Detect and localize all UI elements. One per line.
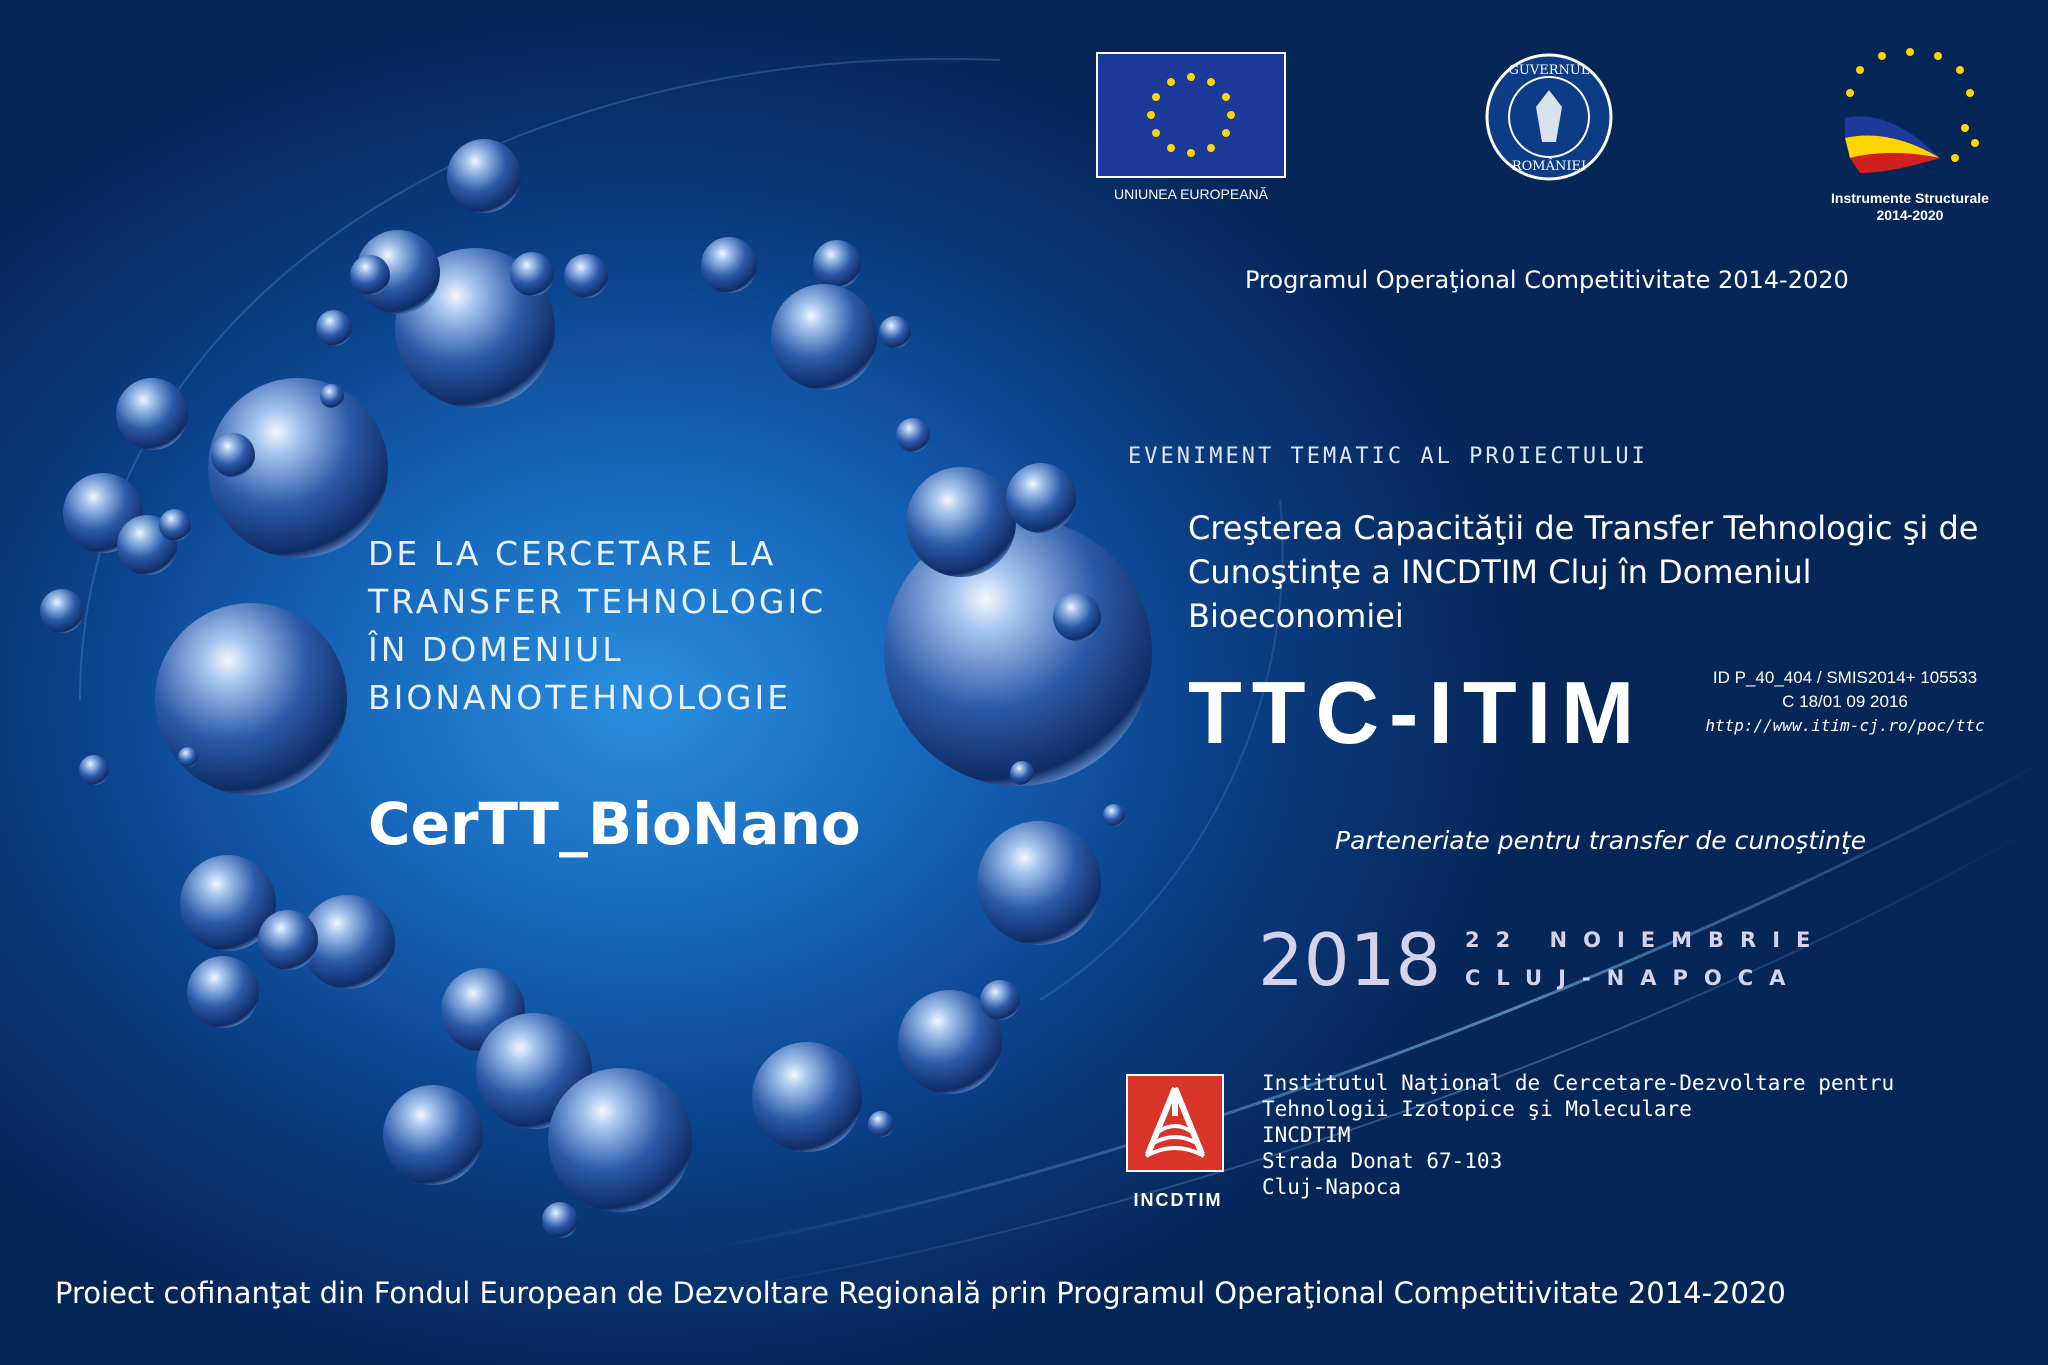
eu-caption: UNIUNEA EUROPEANĂ [1113,186,1269,202]
romanian-government-seal [1484,52,1614,182]
project-title: Creşterea Capacităţii de Transfer Tehnologic şi de Cunoştinţe a INCDTIM Cluj în Domeniul Bioeconomiei [1188,509,1979,635]
institute-line1: Institutul Naţional de Cercetare-Dezvoltare pentru [1262,1071,1895,1095]
incdtim-caption: INCDTIM [1133,1190,1223,1210]
contract-line: C 18/01 09 2016 [1782,692,1908,711]
eu-flag-logo [1096,52,1286,178]
event-label: EVENIMENT TEMATIC AL PROIECTULUI [1128,444,1648,469]
project-url[interactable]: http://www.itim-cj.ro/poc/ttc [1705,716,1985,735]
partnership-tagline: Parteneriate pentru transfer de cunoştinţe [1335,826,1867,855]
is-caption-line1: Instrumente Structurale [1831,190,1989,206]
institute-line4: Strada Donat 67-103 [1262,1149,1503,1173]
project-identifiers [1660,666,2030,738]
institute-address [1262,1070,1894,1200]
is-caption-line2: 2014-2020 [1876,207,1944,223]
structural-instruments-caption [1800,190,2020,224]
gov-ring-top: GUVERNUL [1508,63,1590,78]
headline-line3: ÎN DOMENIUL [368,630,624,669]
headline-line4: BIONANOTEHNOLOGIE [368,678,792,717]
headline-line2: TRANSFER TEHNOLOGIC [368,582,827,621]
structural-instruments-logo [1830,48,1990,178]
event-year: 2018 [1258,918,1442,1002]
event-city: CLUJ-NAPOCA [1465,966,1802,990]
event-headline [368,530,826,722]
footer-cofinancing-note: Proiect cofinanţat din Fondul European de Dezvoltare Regională prin Programul Operaţional Competitivitate 2014-2020 [55,1276,1786,1310]
event-day-month: 22 NOIEMBRIE [1465,928,1827,952]
gov-ring-bottom: ROMÂNIEI [1511,159,1587,174]
incdtim-logo [1126,1074,1224,1172]
headline-line1: DE LA CERCETARE LA [368,534,777,573]
institute-line5: Cluj-Napoca [1262,1175,1402,1199]
project-acronym: TTC-ITIM [1188,663,1645,762]
project-id-line: ID P_40_404 / SMIS2014+ 105533 [1712,668,1978,687]
institute-line2: Tehnologii Izotopice şi Moleculare [1262,1097,1692,1121]
institute-line3: INCDTIM [1262,1123,1351,1147]
program-title: Programul Operaţional Competitivitate 2014-2020 [1245,266,1849,294]
event-acronym: CerTT_BioNano [368,790,861,858]
